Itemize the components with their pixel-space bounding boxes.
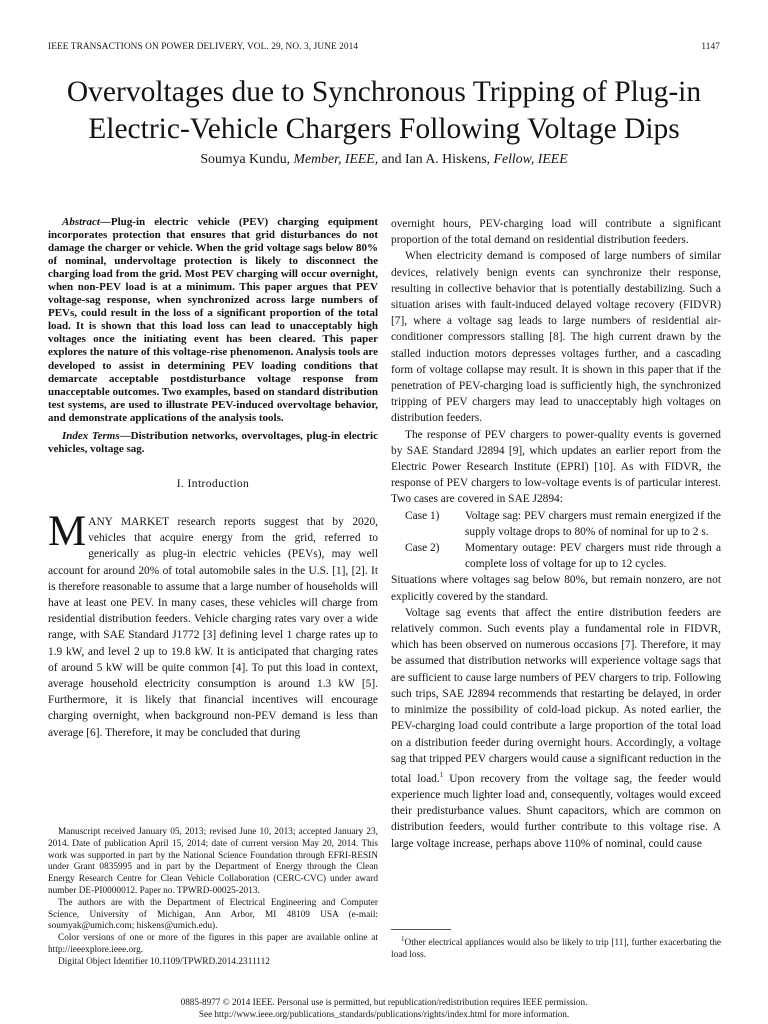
paper-title [30, 74, 738, 148]
title-line-2: Electric-Vehicle Chargers Following Voltage Dips [88, 113, 680, 145]
paragraph-1: overnight hours, PEV-charging load will contribute a significant proportion of the total demand on residential distribution feeders. [391, 218, 721, 247]
paragraph-5-text: Voltage sag events that affect the entire distribution feeders are relatively common. Such events play a fundamental role in FIDVR, which has been observed on numerous occasions [7]. Therefore, it may be assumed that distribution networks will experience voltage sags that are sufficient to cause large numbers of PEV chargers to trip. Following such trips, SAE J2894 recommends that restarting be delayed, in order to minimize the possibility of cold-load pickup. As noted earlier, the PEV-charging load could contribute a large proportion of the total load on a distribution feeder during overnight hours. Accordingly, a voltage sag that tripped PEV chargers would cause a significant reduction in the total load. [391, 606, 721, 785]
intro-text: research reports suggest that by 2020, vehicles that acquire energy from the grid, referred to generically as plug-in electric vehicles (PEVs), may well account for around 20% of total automobile sales in the U.S. [1], [2]. It is therefore reasonable to assume that a large number of households will have at least one PEV. In many cases, these vehicles will charge from residential distribution feeders. Vehicle charging rates vary over a wide range, with SAE Standard J1772 [3] defining level 1 charge rates up to 1.9 kW, and level 2 up to 19.8 kW. It is anticipated that charging rates of around 5 kW will be quite common [4]. To put this load in context, average household electricity consumption is around 1.3 kW [5]. Furthermore, it is likely that financial incentives will encourage charging overnight, when background non-PEV demand is less than average [6]. Therefore, it may be concluded that during [48, 516, 378, 739]
affiliation-note: The authors are with the Department of Electrical Engineering and Computer Science, University of Michigan, Ann Arbor, MI 48109 USA (e-mail: soumyak@umich.com; hiskens@umich.edu). [48, 897, 378, 932]
intro-paragraph [48, 508, 378, 741]
case-1-text: Voltage sag: PEV chargers must remain energized if the supply voltage drops to 80% of nominal for up to 2 s. [465, 509, 721, 538]
author-conjunction: and [381, 151, 402, 166]
doi-note: Digital Object Identifier 10.1109/TPWRD.2014.2311112 [58, 956, 270, 967]
color-note: Color versions of one or more of the figures in this paper are available online at http://ieeexplore.ieee.org. [48, 933, 378, 955]
copyright-line: 0885-8977 © 2014 IEEE. Personal use is permitted, but republication/redistribution requires IEEE permission. [180, 997, 588, 1007]
page-number: 1147 [701, 42, 720, 52]
case-1-label: Case 1) [405, 509, 440, 522]
author-1: Soumya Kundu, [200, 151, 291, 166]
case-1 [391, 508, 721, 540]
footnote-1 [391, 934, 721, 962]
footnote-mark: 1 [401, 935, 405, 943]
paragraph-5 [391, 605, 721, 852]
author-2-role: Fellow, IEEE [493, 151, 568, 166]
abstract-label: Abstract [62, 216, 100, 228]
author-1-role: Member, IEEE, [293, 151, 379, 166]
author-2: Ian A. Hiskens, [405, 151, 491, 166]
copyright-footer [30, 996, 738, 1020]
paragraph-5-rest: Upon recovery from the voltage sag, the feeder would experience much lighter load and, consequently, voltages would exceed their predisturbance values. Shunt capacitors, which are common on distribution feeders, would further contribute to this voltage rise. A large voltage increase, perhaps above 110% of nominal, could cause [391, 772, 721, 850]
right-footnotes [391, 929, 721, 962]
case-2 [391, 540, 721, 572]
right-column [391, 216, 721, 852]
running-header [48, 42, 720, 56]
journal-name: IEEE TRANSACTIONS ON POWER DELIVERY, VOL. 29, NO. 3, JUNE 2014 [48, 42, 359, 52]
index-terms [48, 430, 378, 456]
paragraph-2: When electricity demand is composed of large numbers of similar devices, relatively benign events can synchronize their response, resulting in collective behavior that is potentially destabilizing. Such a situation arises with fault-induced delayed voltage recovery (FIDVR) [7], where a voltage sag leads to large numbers of residential air-conditioner compressors stalling [8]. The high current drawn by the stalled induction motors depresses voltages further, and a cascading form of voltage collapse may result. It is shown in this paper that if the penetration of PEV-charging load is sufficiently high, the synchronized tripping of PEV chargers may lead to unacceptably high voltages on distribution feeders. [391, 250, 721, 425]
case-2-text: Momentary outage: PEV chargers must ride through a complete loss of voltage for up to 12 cycles. [465, 542, 721, 571]
left-footnotes [48, 827, 378, 969]
footnote-rule [391, 929, 451, 930]
drop-cap: M [48, 508, 87, 556]
index-terms-text: —Distribution networks, overvoltages, plug-in electric vehicles, voltage sag. [48, 429, 378, 455]
abstract [48, 216, 378, 425]
manuscript-note: Manuscript received January 05, 2013; revised June 10, 2013; accepted January 23, 2014. Date of publication April 15, 2014; date of current version May 20, 2014. This work was supported in part by the National Science Foundation through EFRI-RESIN under Grant 0835995 and in part by the Department of Energy through the Clean Energy Research Centre for Clean Vehicle Collaboration (CERC-CVC) under award number DE-PI0000012. Paper no. TPWRD-00025-2013. [48, 827, 378, 896]
intro-lead: ANY MARKET [88, 516, 169, 529]
title-line-1: Overvoltages due to Synchronous Tripping of Plug-in [66, 76, 702, 108]
section-heading: I. Introduction [176, 477, 250, 490]
index-terms-label: Index Terms [62, 429, 120, 442]
abstract-text: —Plug-in electric vehicle (PEV) charging equipment incorporates protection that ensures that grid disturbances do not damage the charger or vehicle. When the grid voltage sags below 80% of nominal, undervoltage protection is likely to disconnect the charging load from the grid. Most PEV charging will occur overnight, when non-PEV load is at a minimum. This paper argues that PEV voltage-sag response, when synchronized across large numbers of PEVs, could result in the loss of a significant proportion of the total load. It is shown that this load loss can lead to unacceptably high voltages once the initiating event has been cleared. This paper explores the nature of this voltage-rise phenomenon. Analysis tools are developed to assist in determining PEV loading conditions that demarcate acceptable postdisturbance voltage response from unacceptable outcomes. Two examples, based on standard distribution test systems, are used to illustrate PEV-induced overvoltage behavior, and demonstrate applications of the analysis tools. [48, 216, 378, 424]
paragraph-4: Situations where voltages sag below 80%, but remain nonzero, are not explicitly covered by the standard. [391, 574, 721, 603]
permissions-line: See http://www.ieee.org/publications_standards/publications/rights/index.html for more information. [198, 1009, 570, 1019]
footnote-ref: 1 [439, 770, 444, 779]
case-2-label: Case 2) [405, 542, 440, 555]
author-line [30, 151, 738, 167]
footnote-1-text: Other electrical appliances would also be likely to trip [11], further exacerbating the load loss. [391, 938, 721, 960]
paragraph-3: The response of PEV chargers to power-quality events is governed by SAE Standard J2894 [9], which updates an earlier report from the Electric Power Research Institute (EPRI) [10]. As with FIDVR, the response of PEV chargers to low-voltage events is of particular interest. Two cases are covered in SAE J2894: [391, 428, 721, 506]
left-column [48, 216, 378, 741]
